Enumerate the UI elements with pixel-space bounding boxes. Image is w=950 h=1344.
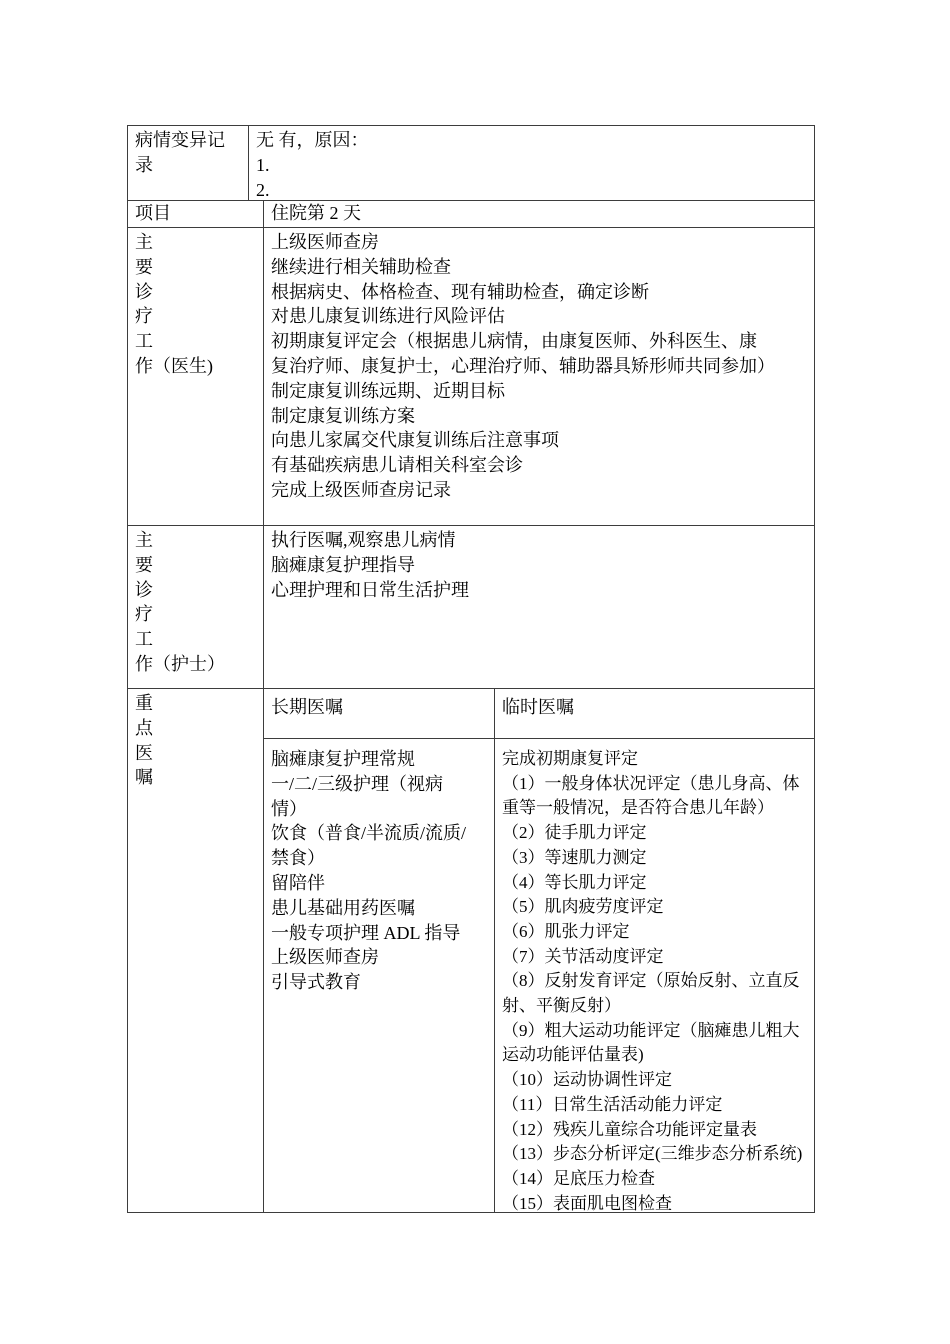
- key-orders-row: [128, 689, 814, 1212]
- label-line: 病情变异记: [135, 130, 225, 150]
- long-term-order-item: 脑瘫康复护理常规: [271, 749, 415, 769]
- doctor-task-item: 初期康复评定会（根据患儿病情，由康复医师、外科医生、康复治疗师、康复护士，心理治疗师、辅助器具矫形师共同参加）: [271, 331, 775, 376]
- long-term-orders-header: 长期医嘱: [264, 689, 495, 738]
- long-term-order-item: 一/二/三级护理（视病情）: [271, 773, 444, 819]
- doctor-task-item: 继续进行相关辅助检查: [271, 256, 451, 277]
- doctor-task-item: 向患儿家属交代康复训练后注意事项: [271, 430, 559, 451]
- orders-body-row: [264, 739, 814, 1212]
- label-line: 疗: [135, 306, 153, 327]
- nurse-tasks-row: [128, 526, 814, 689]
- long-term-order-item: 患儿基础用药医嘱: [271, 897, 415, 918]
- temporary-orders-header: 临时医嘱: [502, 697, 574, 717]
- label-line: 点: [135, 717, 153, 738]
- long-term-order-item: 饮食（普食/半流质/流质/禁食）: [271, 823, 467, 869]
- variation-record-row: [128, 126, 814, 201]
- doctor-tasks-label: [128, 228, 264, 525]
- temporary-order-item: （10）运动协调性评定: [502, 1070, 672, 1090]
- doctor-tasks-content: [264, 228, 814, 525]
- long-term-order-item: 留陪伴: [271, 872, 325, 893]
- temporary-order-item: 完成初期康复评定: [502, 749, 638, 768]
- label-line: 要: [135, 256, 153, 277]
- temporary-order-item: （14）足底压力检查: [502, 1168, 655, 1188]
- nurse-task-item: 执行医嘱,观察患儿病情: [271, 530, 456, 550]
- doctor-task-item: 完成上级医师查房记录: [271, 479, 451, 500]
- variation-line: 无 有，原因：: [256, 130, 369, 150]
- temporary-order-item: （3）等速肌力测定: [502, 847, 647, 867]
- nurse-tasks-label: [128, 526, 264, 688]
- nurse-tasks-content: [264, 526, 814, 688]
- label-line: 作（医生): [135, 355, 213, 376]
- doctor-task-item: 制定康复训练远期、近期目标: [271, 380, 505, 401]
- label-line: 工: [135, 629, 153, 650]
- orders-header-row: [264, 689, 814, 739]
- doctor-task-item: 制定康复训练方案: [271, 405, 415, 426]
- label-line: 重: [135, 693, 153, 713]
- temporary-order-item: （8）反射发育评定（原始反射、立直反射、平衡反射）: [502, 971, 800, 1016]
- label-line: 作（护士）: [135, 653, 225, 674]
- temporary-order-item: （11）日常生活活动能力评定: [502, 1094, 723, 1114]
- variation-line: 2.: [256, 179, 270, 200]
- label-line: 疗: [135, 604, 153, 625]
- key-orders-label: [128, 689, 264, 1212]
- project-row: [128, 201, 814, 228]
- label-line: 嘱: [135, 767, 153, 788]
- temporary-order-item: （15）表面肌电图检查: [502, 1193, 672, 1212]
- doctor-task-item: 对患儿康复训练进行风险评估: [271, 306, 505, 327]
- temporary-order-item: （4）等长肌力评定: [502, 872, 647, 892]
- long-term-order-item: 引导式教育: [271, 972, 361, 993]
- nurse-task-item: 脑瘫康复护理指导: [271, 554, 415, 575]
- variation-record-content: [249, 126, 814, 200]
- temporary-order-item: （12）残疾儿童综合功能评定量表: [502, 1119, 757, 1139]
- label-line: 诊: [135, 281, 153, 302]
- doctor-task-item: 上级医师查房: [271, 232, 379, 252]
- temporary-orders-list: [495, 739, 814, 1212]
- temporary-order-item: （13）步态分析评定(三维步态分析系统): [502, 1144, 803, 1164]
- temporary-order-item: （9）粗大运动功能评定（脑瘫患儿粗大运动功能评估量表): [502, 1020, 800, 1065]
- nurse-task-item: 心理护理和日常生活护理: [271, 579, 469, 600]
- doctor-tasks-row: [128, 228, 814, 526]
- doctor-task-item: 根据病史、体格检查、现有辅助检查，确定诊断: [271, 281, 649, 302]
- project-label: 项目: [128, 201, 264, 227]
- label-line: 录: [135, 154, 153, 175]
- project-value: 住院第 2 天: [271, 203, 361, 223]
- label-line: 主: [135, 232, 153, 252]
- temporary-order-item: （7）关节活动度评定: [502, 946, 664, 966]
- temporary-order-item: （1）一般身体状况评定（患儿身高、体重等一般情况，是否符合患儿年龄）: [502, 773, 800, 818]
- long-term-order-item: 上级医师查房: [271, 947, 379, 968]
- variation-line: 1.: [256, 154, 270, 175]
- clinical-pathway-table: [127, 125, 815, 1213]
- temporary-order-item: （5）肌肉疲劳度评定: [502, 897, 664, 917]
- long-term-orders-list: [264, 739, 495, 1212]
- long-term-order-item: 一般专项护理 ADL 指导: [271, 922, 461, 943]
- variation-record-label: [128, 126, 249, 200]
- label-line: 医: [135, 742, 153, 763]
- label-line: 主: [135, 530, 153, 550]
- label-line: 工: [135, 331, 153, 352]
- label-line: 诊: [135, 579, 153, 600]
- doctor-task-item: 有基础疾病患儿请相关科室会诊: [271, 455, 523, 476]
- orders-subtable: [264, 689, 814, 1212]
- temporary-order-item: （2）徒手肌力评定: [502, 823, 647, 843]
- temporary-order-item: （6）肌张力评定: [502, 921, 630, 941]
- label-line: 要: [135, 554, 153, 575]
